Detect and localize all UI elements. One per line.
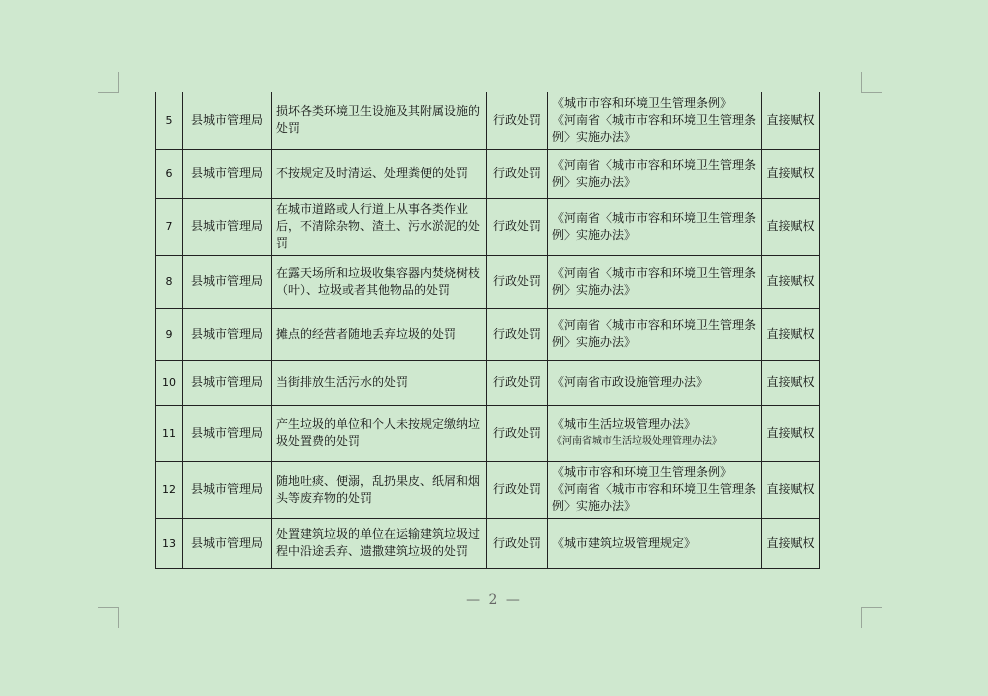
row-number: 6 <box>156 149 183 198</box>
authorization-mode-cell: 直接赋权 <box>762 92 820 149</box>
legal-basis-cell <box>548 149 762 198</box>
row-number: 12 <box>156 461 183 518</box>
row-number: 11 <box>156 405 183 461</box>
legal-basis-cell <box>548 308 762 360</box>
item-type-cell: 行政处罚 <box>487 405 548 461</box>
legal-basis-line: 《河南省〈城市市容和环境卫生管理条例〉实施办法》 <box>552 210 757 242</box>
page-corner-mark-bottom-left <box>98 607 119 628</box>
row-number: 8 <box>156 255 183 308</box>
item-name-cell: 损坏各类环境卫生设施及其附属设施的处罚 <box>272 92 487 149</box>
department-cell: 县城市管理局 <box>183 149 272 198</box>
item-type-cell: 行政处罚 <box>487 308 548 360</box>
authorization-mode-cell: 直接赋权 <box>762 198 820 255</box>
legal-basis-line: 《河南省〈城市市容和环境卫生管理条例〉实施办法》 <box>552 157 757 189</box>
legal-basis-line: 《城市市容和环境卫生管理条例》 <box>552 465 733 479</box>
item-name-cell: 在城市道路或人行道上从事各类作业后，不清除杂物、渣土、污水淤泥的处罚 <box>272 198 487 255</box>
authorization-mode-cell: 直接赋权 <box>762 405 820 461</box>
authorization-mode-cell: 直接赋权 <box>762 149 820 198</box>
legal-basis-line: 《河南省城市生活垃圾处理管理办法》 <box>552 436 722 447</box>
legal-basis-cell <box>548 518 762 568</box>
authorization-mode-cell: 直接赋权 <box>762 255 820 308</box>
item-name-cell: 产生垃圾的单位和个人未按规定缴纳垃圾处置费的处罚 <box>272 405 487 461</box>
table-row <box>156 360 820 405</box>
department-cell: 县城市管理局 <box>183 405 272 461</box>
item-type-cell: 行政处罚 <box>487 92 548 149</box>
legal-basis-line: 《河南省市政设施管理办法》 <box>552 375 709 389</box>
item-name-cell: 摊点的经营者随地丢弃垃圾的处罚 <box>272 308 487 360</box>
authorization-mode-cell: 直接赋权 <box>762 308 820 360</box>
row-number: 5 <box>156 92 183 149</box>
legal-basis-cell <box>548 198 762 255</box>
item-type-cell: 行政处罚 <box>487 518 548 568</box>
legal-basis-cell <box>548 405 762 461</box>
row-number: 10 <box>156 360 183 405</box>
legal-basis-line: 《河南省〈城市市容和环境卫生管理条例〉实施办法》 <box>552 112 757 144</box>
row-number: 13 <box>156 518 183 568</box>
item-type-cell: 行政处罚 <box>487 255 548 308</box>
page-corner-mark-top-right <box>861 72 882 93</box>
department-cell: 县城市管理局 <box>183 198 272 255</box>
table-row <box>156 149 820 198</box>
legal-basis-line: 《河南省〈城市市容和环境卫生管理条例〉实施办法》 <box>552 318 757 349</box>
item-name-cell: 处置建筑垃圾的单位在运输建筑垃圾过程中沿途丢弃、遗撒建筑垃圾的处罚 <box>272 518 487 568</box>
legal-basis-cell <box>548 92 762 149</box>
item-type-cell: 行政处罚 <box>487 461 548 518</box>
item-type-cell: 行政处罚 <box>487 198 548 255</box>
row-number: 9 <box>156 308 183 360</box>
row-number: 7 <box>156 198 183 255</box>
department-cell: 县城市管理局 <box>183 360 272 405</box>
authorization-mode-cell: 直接赋权 <box>762 518 820 568</box>
table-row <box>156 198 820 255</box>
item-name-cell: 在露天场所和垃圾收集容器内焚烧树枝（叶）、垃圾或者其他物品的处罚 <box>272 255 487 308</box>
page-corner-mark-top-left <box>98 72 119 93</box>
authorization-mode-cell: 直接赋权 <box>762 461 820 518</box>
table-row <box>156 92 820 149</box>
department-cell: 县城市管理局 <box>183 518 272 568</box>
legal-basis-line: 《河南省〈城市市容和环境卫生管理条例〉实施办法》 <box>552 482 757 513</box>
table-row <box>156 405 820 461</box>
legal-basis-line: 《河南省〈城市市容和环境卫生管理条例〉实施办法》 <box>552 265 757 297</box>
table-row <box>156 308 820 360</box>
item-type-cell: 行政处罚 <box>487 360 548 405</box>
item-name-cell: 随地吐痰、便溺，乱扔果皮、纸屑和烟头等废弃物的处罚 <box>272 461 487 518</box>
page-corner-mark-bottom-right <box>861 607 882 628</box>
item-type-cell: 行政处罚 <box>487 149 548 198</box>
department-cell: 县城市管理局 <box>183 461 272 518</box>
legal-basis-line: 《城市市容和环境卫生管理条例》 <box>552 95 733 110</box>
item-name-cell: 当街排放生活污水的处罚 <box>272 360 487 405</box>
table-row <box>156 461 820 518</box>
table-row <box>156 255 820 308</box>
department-cell: 县城市管理局 <box>183 92 272 149</box>
legal-basis-line: 《城市生活垃圾管理办法》 <box>552 417 697 431</box>
item-name-cell: 不按规定及时清运、处理粪便的处罚 <box>272 149 487 198</box>
authority-table <box>155 92 820 569</box>
legal-basis-cell <box>548 255 762 308</box>
page-number: — 2 — <box>466 592 522 608</box>
authorization-mode-cell: 直接赋权 <box>762 360 820 405</box>
legal-basis-cell <box>548 461 762 518</box>
department-cell: 县城市管理局 <box>183 308 272 360</box>
legal-basis-cell <box>548 360 762 405</box>
department-cell: 县城市管理局 <box>183 255 272 308</box>
legal-basis-line: 《城市建筑垃圾管理规定》 <box>552 535 697 550</box>
table-row <box>156 518 820 568</box>
